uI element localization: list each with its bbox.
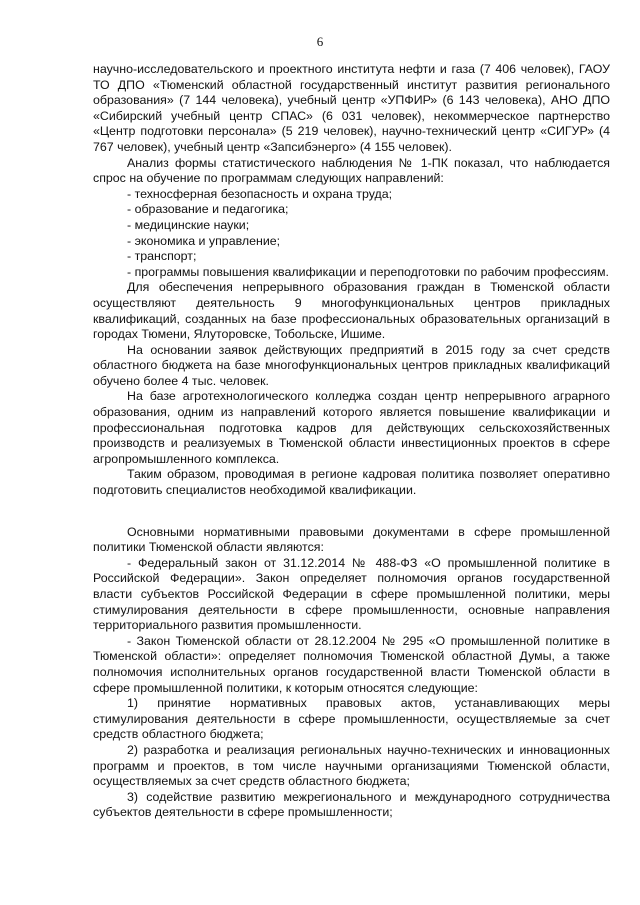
paragraph: 2) разработка и реализация региональных научно-технических и инновационных программ и проектов, в том числе научными организациями Тюменской области, осуществляемых за счет средств областного бюджета; (93, 742, 610, 789)
paragraph: Анализ формы статистического наблюдения № 1-ПК показал, что наблюдается спрос на обучение по программам следующих направлений: (93, 155, 610, 186)
paragraph: - Закон Тюменской области от 28.12.2004 № 295 «О промышленной политике в Тюменской области»: определяет полномочия Тюменской областной Думы, а также полномочия исполнительных органов государственной власти Тюменской области в сфере промышленной политики, к которым относятся следующие: (93, 633, 610, 695)
list-item: - медицинские науки; (127, 217, 250, 232)
paragraph: - программы повышения квалификации и переподготовки по рабочим профессиям. (127, 264, 609, 279)
paragraph: научно-исследовательского и проектного института нефти и газа (7 406 человек), ГАОУ ТО ДПО «Тюменский областной государственный институт развития регионального образования» (7 144 человека), учебный центр «УПФИР» (6 143 человека), АНО ДПО «Сибирский учебный центр СПАС» (6 031 человек), некоммерческое партнерство «Центр подготовки персонала» (5 219 человек), научно-технический центр «СИГУР» (4 767 человек), учебный центр «Запсибэнерго» (4 155 человек). (93, 62, 610, 154)
list-item: - образование и педагогика; (127, 202, 289, 217)
page-number: 6 (316, 34, 324, 49)
paragraph: Таким образом, проводимая в регионе кадровая политика позволяет оперативно подготовить специалистов необходимой квалификации. (93, 467, 610, 498)
paragraph: 3) содействие развитию межрегионального и международного сотрудничества субъектов деятельности в сфере промышленности; (93, 789, 610, 820)
list-item: - техносферная безопасность и охрана труда; (127, 186, 393, 201)
paragraph: На основании заявок действующих предприятий в 2015 году за счет средств областного бюджета на базе многофункциональных центров прикладных квалификаций обучено более 4 тыс. человек. (93, 342, 610, 388)
section-gap (93, 499, 610, 525)
paragraph: Основными нормативными правовыми документами в сфере промышленной политики Тюменской области являются: (93, 524, 610, 555)
paragraph: Для обеспечения непрерывного образования граждан в Тюменской области осуществляют деятельность 9 многофункциональных центров прикладных квалификаций, созданных на базе профессиональных образовательных организаций в городах Тюмени, Ялуторовске, Тобольске, Ишиме. (93, 280, 610, 342)
paragraph: На базе агротехнологического колледжа создан центр непрерывного аграрного образования, одним из направлений которого является повышение квалификации и профессиональная подготовка кадров для действующих сельскохозяйственных производств и реализуемых в Тюменской области инвестиционных проектов в сфере агропромышленного комплекса. (93, 389, 610, 466)
document-body (93, 62, 610, 821)
paragraph: - Федеральный закон от 31.12.2014 № 488-ФЗ «О промышленной политике в Российской Федерации». Закон определяет полномочия органов государственной власти субъектов Российской Федерации в сфере промышленной политики, меры стимулирования деятельности в сфере промышленности, основные направления территориального развития промышленности. (93, 555, 610, 633)
paragraph: 1) принятие нормативных правовых актов, устанавливающих меры стимулирования деятельности в сфере промышленности, осуществляемые за счет средств областного бюджета; (93, 696, 610, 742)
list-item: - экономика и управление; (127, 233, 281, 248)
list-item: - транспорт; (127, 249, 197, 264)
